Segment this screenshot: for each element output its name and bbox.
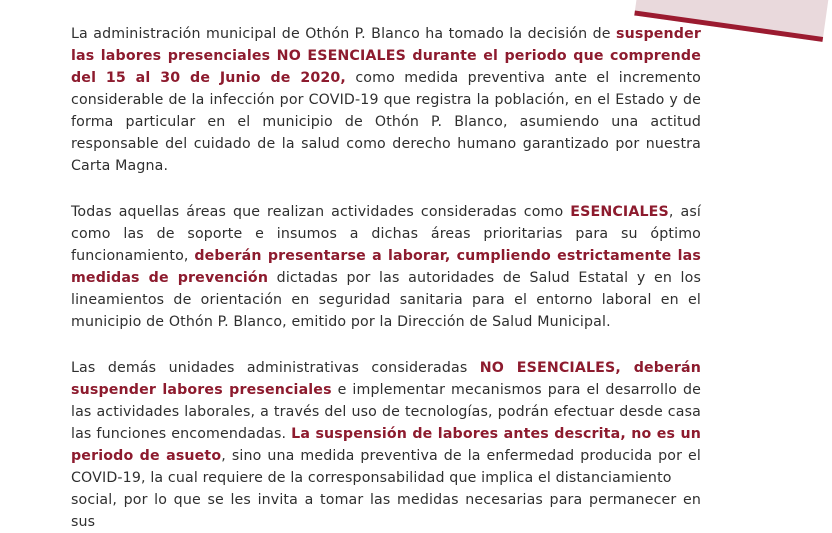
text: Las demás unidades administrativas consideradas (71, 360, 480, 376)
text: dictadas por las autoridades de Salud Estatal y en los lineamientos de orientación en seguridad sanitaria para el entorno laboral en el municipio de Othón P. Blanco, emitido por la Dirección de Salud Municipal. (71, 270, 701, 330)
cut-off-line: social, por lo que se les invita a tomar las medidas necesarias para permanecer en sus (71, 492, 701, 530)
paragraph-essential-areas (71, 201, 701, 333)
text: La administración municipal de Othón P. Blanco ha tomado la decisión de (71, 26, 616, 42)
text: Todas aquellas áreas que realizan actividades consideradas como (71, 204, 571, 220)
bold-text: deberán presentarse a laborar, cumpliendo estrictamente las medidas de prevención (71, 248, 701, 286)
text: e implementar mecanismos para el desarrollo de las actividades laborales, a través del uso de tecnologías, podrán efectuar desde casa las funciones encomendadas. (71, 382, 701, 442)
bold-text: NO ESENCIALES, deberán suspender labores presenciales (71, 360, 701, 398)
bold-text: ESENCIALES (570, 204, 669, 220)
paragraph-non-essential-units (71, 357, 701, 489)
text: , así como las de soporte e insumos a dichas áreas prioritarias para su óptimo funcionamiento, (71, 204, 701, 264)
paragraph-suspension (71, 23, 701, 177)
bold-text: La suspensión de labores antes descrita, no es un periodo de asueto (71, 426, 702, 464)
text: como medida preventiva ante el incremento considerable de la infección por COVID-19 que registra la población, en el Estado y de forma particular en el municipio de Othón P. Blanco, asumiendo una actitud responsable del cuidado de la salud como derecho humano garantizado por nuestra Carta Magna. (71, 70, 701, 174)
bold-text: suspender las labores presenciales NO ESENCIALES durante el periodo que comprende del 15 al 30 de Junio de 2020, (71, 26, 701, 86)
document-body (71, 23, 702, 530)
text: , sino una medida preventiva de la enfermedad producida por el COVID-19, la cual requiere de la corresponsabilidad que implica el distanciamiento (71, 448, 701, 486)
